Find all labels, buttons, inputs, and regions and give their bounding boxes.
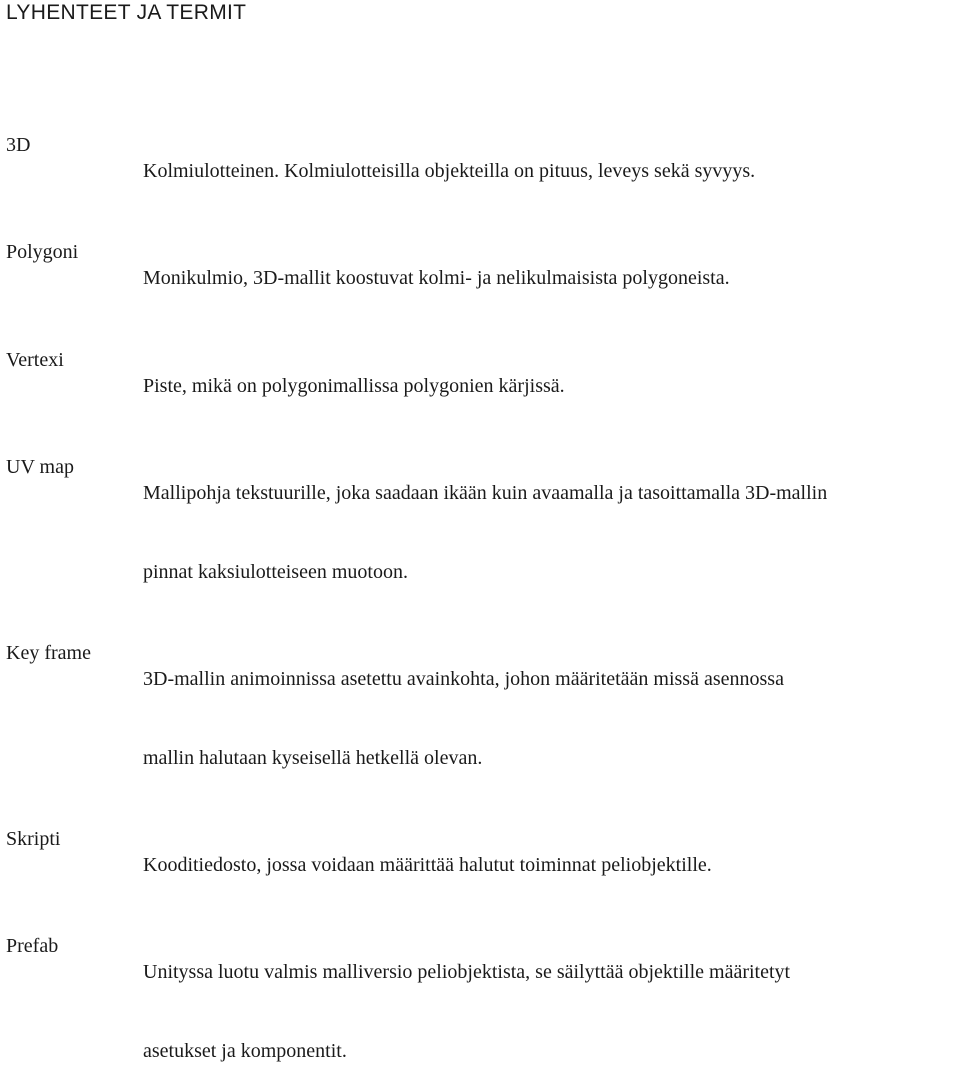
term: UV map — [6, 456, 74, 478]
glossary-entry-skripti — [6, 826, 960, 904]
definition-line: Monikulmio, 3D-mallit koostuvat kolmi- ja nelikulmaisista polygoneista. — [143, 267, 730, 289]
definition-line: Mallipohja tekstuurille, joka saadaan ikään kuin avaamalla ja tasoittamalla 3D-mallin — [143, 482, 828, 504]
definition-line: Piste, mikä on polygonimallissa polygonien kärjissä. — [143, 375, 565, 397]
definition — [143, 933, 960, 1090]
glossary-entry-uv-map — [6, 454, 960, 611]
term: Key frame — [6, 642, 91, 664]
definition-line: mallin halutaan kyseisellä hetkellä olevan. — [143, 747, 483, 769]
glossary-entry-prefab — [6, 933, 960, 1090]
definition-line: 3D-mallin animoinnissa asetettu avainkohta, johon määritetään missä asennossa — [143, 668, 784, 690]
glossary-list — [6, 132, 960, 1090]
page-title: LYHENTEET JA TERMIT — [6, 1, 247, 24]
term: Prefab — [6, 935, 59, 957]
definition — [143, 347, 960, 425]
glossary-entry-key-frame — [6, 640, 960, 797]
definition-line: Kooditiedosto, jossa voidaan määrittää halutut toiminnat peliobjektille. — [143, 854, 712, 876]
term: Skripti — [6, 828, 61, 850]
definition-line: Kolmiulotteinen. Kolmiulotteisilla objekteilla on pituus, leveys sekä syvyys. — [143, 160, 756, 182]
definition — [143, 132, 960, 210]
definition — [143, 640, 960, 797]
definition-line: asetukset ja komponentit. — [143, 1040, 347, 1062]
glossary-entry-polygoni — [6, 239, 960, 317]
term: Vertexi — [6, 349, 64, 371]
definition — [143, 239, 960, 317]
definition-line: pinnat kaksiulotteiseen muotoon. — [143, 561, 408, 583]
definition — [143, 826, 960, 904]
definition-line: Unityssa luotu valmis malliversio peliobjektista, se säilyttää objektille määritetyt — [143, 961, 791, 983]
glossary-entry-3d — [6, 132, 960, 210]
term: 3D — [6, 134, 31, 156]
glossary-entry-vertexi — [6, 347, 960, 425]
definition — [143, 454, 960, 611]
term: Polygoni — [6, 241, 79, 263]
